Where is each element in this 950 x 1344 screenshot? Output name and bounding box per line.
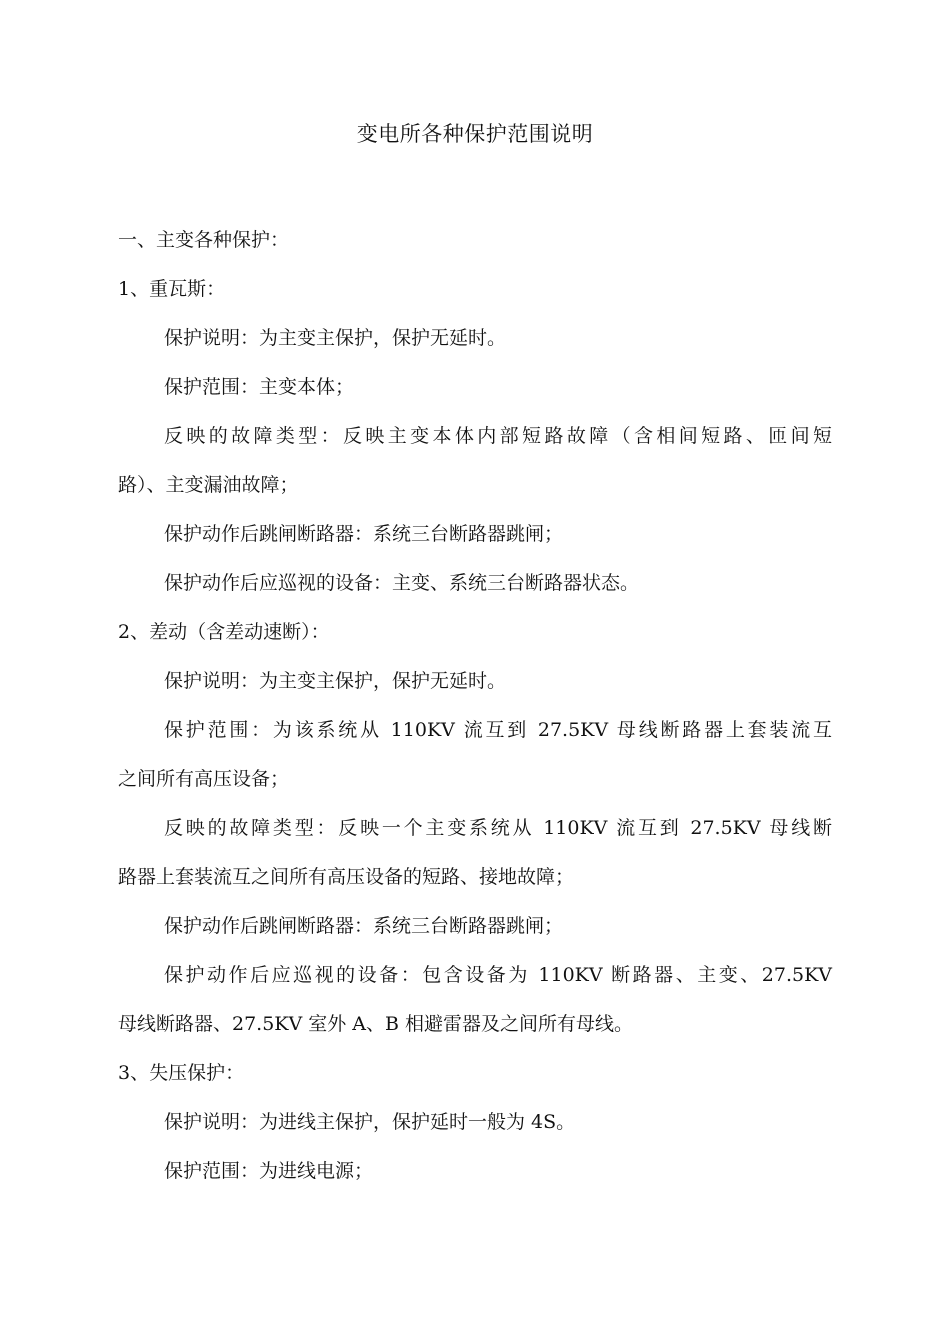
paragraph-line: 一、主变各种保护： [118, 229, 290, 251]
paragraph-line: 路）、主变漏油故障； [118, 474, 299, 496]
paragraph-line: 保护说明：为主变主保护，保护无延时。 [164, 327, 507, 349]
paragraph-line: 保护动作后跳闸断路器：系统三台断路器跳闸； [164, 915, 564, 937]
paragraph-line: 母线断路器、27.5KV 室外 A、B 相避雷器及之间所有母线。 [118, 1013, 634, 1035]
paragraph-line: 反映的故障类型：反映主变本体内部短路故障（含相间短路、匝间短 [164, 425, 832, 447]
paragraph-line: 3、失压保护： [118, 1062, 245, 1084]
document-title: 变电所各种保护范围说明 [356, 122, 594, 146]
paragraph-line: 之间所有高压设备； [118, 768, 290, 790]
paragraph-line: 保护说明：为进线主保护，保护延时一般为 4S。 [164, 1111, 576, 1133]
paragraph-line: 保护范围：为进线电源； [164, 1160, 374, 1182]
paragraph-line: 2、差动（含差动速断）： [118, 621, 330, 643]
paragraph-line: 保护动作后应巡视的设备：主变、系统三台断路器状态。 [164, 572, 640, 594]
paragraph-line: 保护动作后跳闸断路器：系统三台断路器跳闸； [164, 523, 564, 545]
paragraph-line: 反映的故障类型：反映一个主变系统从 110KV 流互到 27.5KV 母线断 [164, 817, 832, 839]
paragraph-line: 保护范围：主变本体； [164, 376, 355, 398]
paragraph-line: 保护范围：为该系统从 110KV 流互到 27.5KV 母线断路器上套装流互 [164, 719, 832, 741]
paragraph-line: 保护动作后应巡视的设备：包含设备为 110KV 断路器、主变、27.5KV [164, 964, 832, 986]
paragraph-line: 1、重瓦斯： [118, 278, 226, 300]
document-body [118, 216, 832, 1196]
paragraph-line: 路器上套装流互之间所有高压设备的短路、接地故障； [118, 866, 575, 888]
paragraph-line: 保护说明：为主变主保护，保护无延时。 [164, 670, 507, 692]
